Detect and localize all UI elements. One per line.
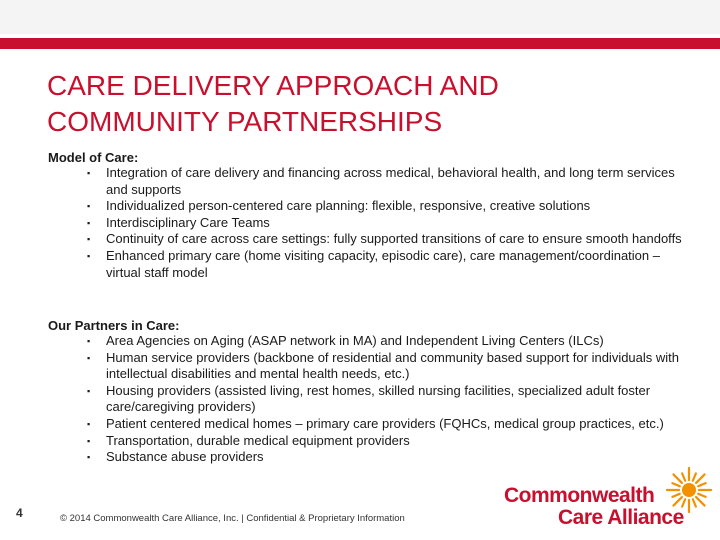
sun-ray	[693, 499, 696, 506]
sun-ray	[672, 483, 679, 486]
list-item: ▪ Human service providers (backbone of residential and community based support for individuals with intellectual disabilities and mental health needs, etc.)	[87, 349, 680, 382]
partners-list	[87, 333, 687, 466]
sun-ray	[696, 474, 704, 482]
sun-ray	[698, 483, 705, 486]
sun-ray	[682, 473, 685, 480]
list-item: ▪ Integration of care delivery and financing across medical, behavioral health, and long term services and supports	[87, 165, 675, 197]
bullet-icon: ▪	[87, 385, 91, 396]
company-logo	[500, 466, 715, 530]
title-line-2: COMMUNITY PARTNERSHIPS	[47, 106, 443, 137]
top-band	[0, 0, 720, 34]
list-item: ▪ Housing providers (assisted living, rest homes, skilled nursing facilities, specialized adult foster care/caregiving providers)	[87, 382, 651, 415]
bullet-icon: ▪	[87, 250, 91, 261]
title-line-1: CARE DELIVERY APPROACH AND	[47, 70, 499, 101]
model-of-care-heading: Model of Care:	[48, 150, 139, 165]
logo-text-line-2: Care Alliance	[558, 506, 684, 529]
bullet-icon: ▪	[87, 352, 91, 363]
logo-text-line-1: Commonwealth	[504, 484, 655, 507]
list-item: ▪ Continuity of care across care settings: fully supported transitions of care to ensure smooth handoffs	[87, 231, 682, 247]
sun-ray	[696, 497, 704, 505]
bullet-icon: ▪	[87, 452, 91, 463]
bullet-icon: ▪	[87, 217, 91, 228]
bullet-icon: ▪	[87, 234, 91, 245]
model-of-care-list	[87, 165, 687, 281]
bullet-icon: ▪	[87, 336, 91, 346]
sun-ray	[672, 494, 679, 497]
list-item: ▪ Interdisciplinary Care Teams	[87, 214, 270, 230]
sun-ray	[673, 497, 681, 505]
header-stripe	[0, 38, 720, 49]
bullet-icon: ▪	[87, 418, 91, 429]
sun-ray	[698, 494, 705, 497]
list-item: ▪ Area Agencies on Aging (ASAP network in MA) and Independent Living Centers (ILCs)	[87, 333, 604, 348]
list-item: ▪ Enhanced primary care (home visiting capacity, episodic care), care management/coordination – virtual staff model	[87, 247, 660, 280]
bullet-icon: ▪	[87, 201, 91, 212]
bullet-icon: ▪	[87, 168, 91, 178]
list-item: ▪ Transportation, durable medical equipment providers	[87, 432, 410, 448]
sun-ray	[673, 474, 681, 482]
list-item: ▪ Individualized person-centered care planning: flexible, responsive, creative solutions	[87, 198, 591, 214]
slide-title	[47, 68, 687, 140]
page-number: 4	[16, 506, 23, 520]
partners-heading: Our Partners in Care:	[48, 318, 180, 333]
bullet-icon: ▪	[87, 435, 91, 446]
list-item: ▪ Substance abuse providers	[87, 449, 264, 465]
footer-copyright: © 2014 Commonwealth Care Alliance, Inc. | Confidential & Proprietary Information	[60, 513, 405, 524]
sun-ray	[693, 473, 696, 480]
list-item: ▪ Patient centered medical homes – primary care providers (FQHCs, medical group practices, etc.)	[87, 415, 664, 431]
